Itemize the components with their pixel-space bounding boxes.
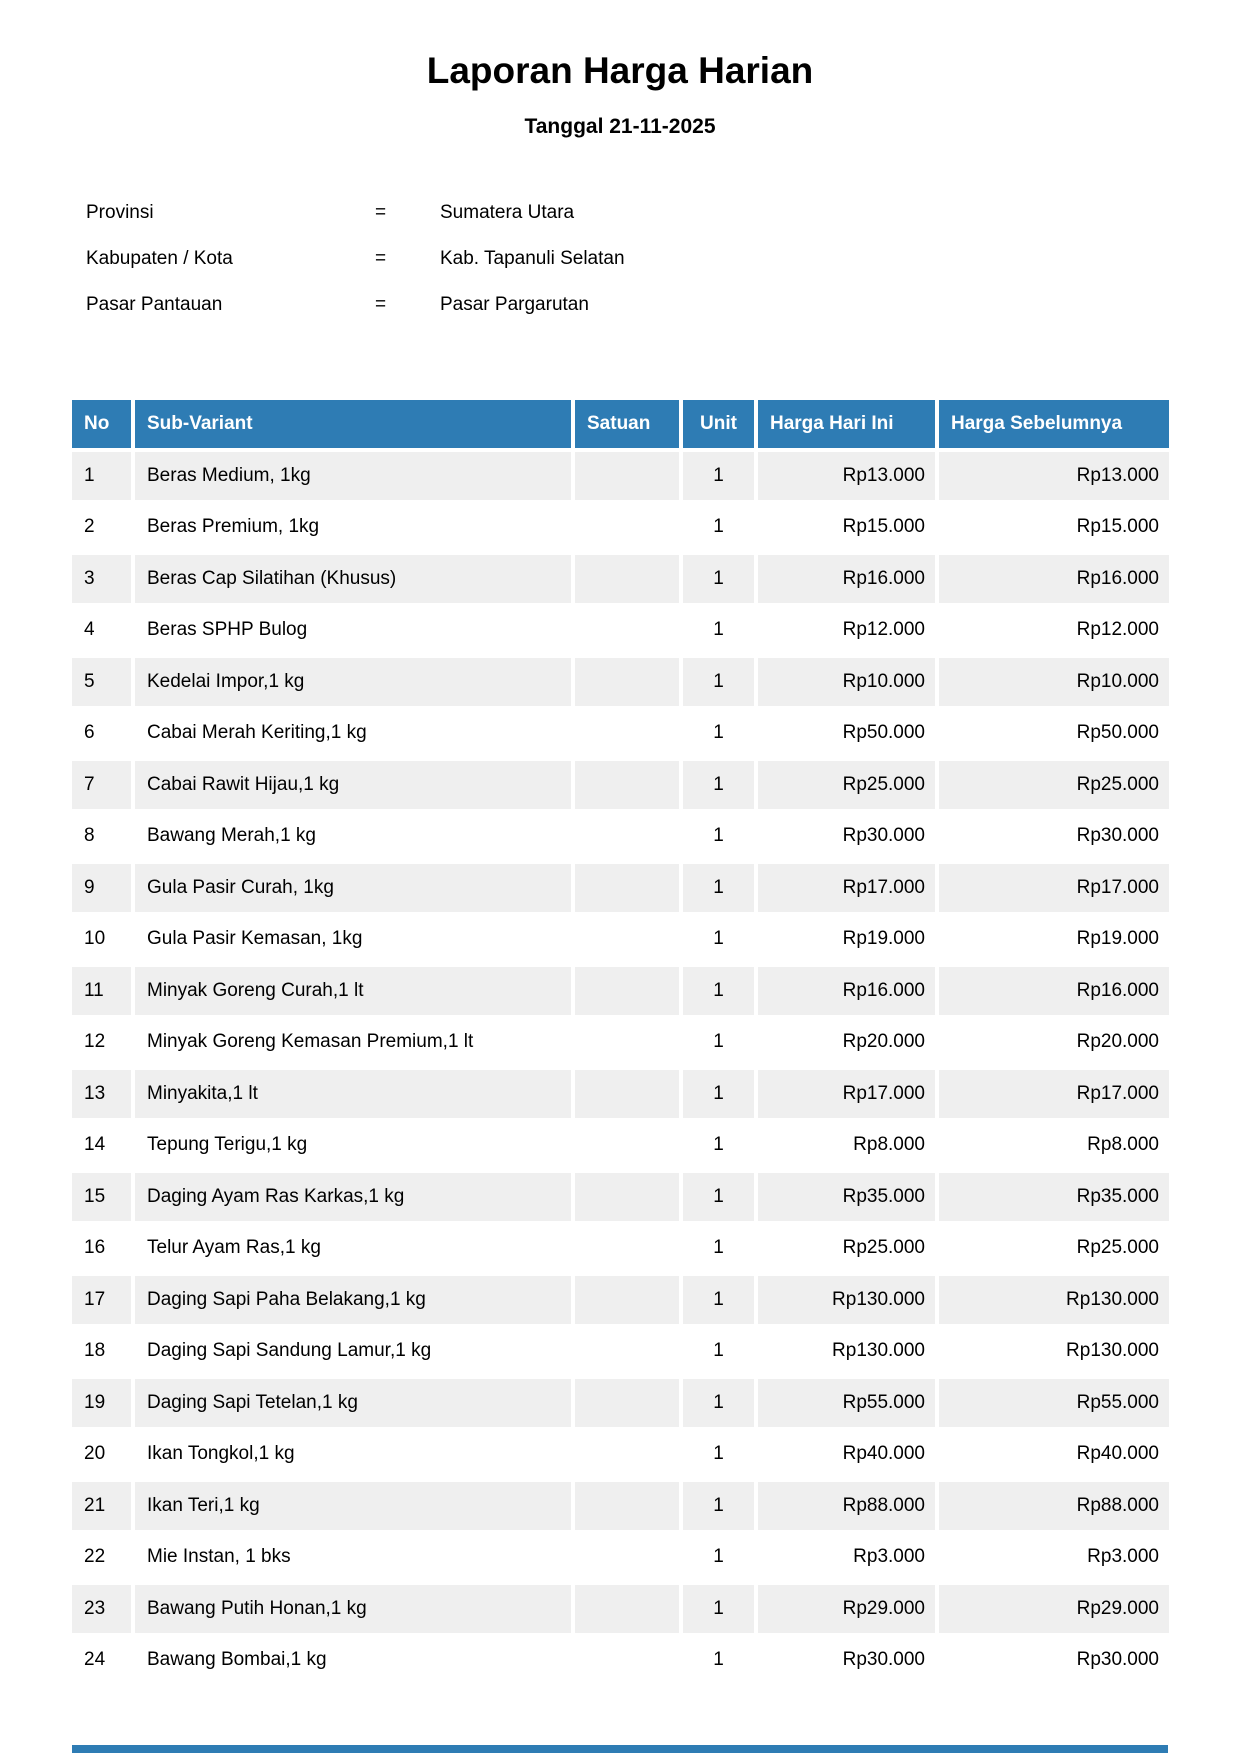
cell-harga-sebelumnya: Rp16.000 — [939, 555, 1169, 603]
cell-no: 19 — [72, 1379, 131, 1427]
cell-harga-hari-ini: Rp20.000 — [842, 1031, 925, 1053]
cell-harga-sebelumnya: Rp10.000 — [939, 658, 1169, 706]
cell-harga-sebelumnya: Rp30.000 — [1076, 1649, 1159, 1671]
cell-satuan — [575, 967, 679, 1015]
report-date: Tanggal 21-11-2025 — [524, 115, 716, 138]
cell-harga-hari-ini: Rp30.000 — [842, 825, 925, 847]
cell-harga-sebelumnya: Rp13.000 — [939, 452, 1169, 500]
price-table — [68, 396, 1173, 1688]
cell-sub-variant: Bawang Putih Honan,1 kg — [135, 1585, 571, 1633]
table-row — [72, 504, 1169, 552]
cell-unit: 1 — [683, 761, 754, 809]
cell-sub-variant: Beras Premium, 1kg — [147, 516, 320, 538]
cell-no: 20 — [84, 1443, 106, 1465]
cell-harga-hari-ini: Rp3.000 — [853, 1546, 925, 1568]
table-row — [72, 1225, 1169, 1273]
column-header-harga-hari-ini: Harga Hari Ini — [758, 400, 935, 448]
table-row — [72, 1482, 1169, 1530]
cell-harga-hari-ini: Rp40.000 — [842, 1443, 925, 1465]
cell-sub-variant: Minyakita,1 lt — [135, 1070, 571, 1118]
cell-harga-hari-ini: Rp30.000 — [842, 1649, 925, 1671]
table-row — [72, 761, 1169, 809]
cell-satuan — [575, 1276, 679, 1324]
info-value-provinsi: Sumatera Utara — [440, 202, 575, 223]
cell-harga-hari-ini: Rp130.000 — [832, 1340, 925, 1362]
cell-satuan — [575, 916, 679, 964]
cell-harga-hari-ini: Rp55.000 — [758, 1379, 935, 1427]
cell-harga-sebelumnya: Rp30.000 — [1076, 825, 1159, 847]
table-row — [72, 658, 1169, 706]
info-row-kabupaten-kota — [86, 236, 625, 282]
cell-no: 13 — [72, 1070, 131, 1118]
column-header-harga-sebelumnya: Harga Sebelumnya — [939, 400, 1169, 448]
cell-unit: 1 — [683, 864, 754, 912]
table-row — [72, 1431, 1169, 1479]
cell-sub-variant: Daging Ayam Ras Karkas,1 kg — [135, 1173, 571, 1221]
cell-no: 2 — [84, 516, 95, 538]
cell-sub-variant: Ikan Tongkol,1 kg — [147, 1443, 295, 1465]
cell-harga-hari-ini: Rp8.000 — [853, 1134, 925, 1156]
cell-satuan — [575, 1431, 679, 1479]
cell-no: 3 — [72, 555, 131, 603]
cell-sub-variant: Daging Sapi Sandung Lamur,1 kg — [147, 1340, 432, 1362]
table-row — [72, 1379, 1169, 1427]
cell-harga-sebelumnya: Rp17.000 — [939, 864, 1169, 912]
cell-no: 23 — [72, 1585, 131, 1633]
cell-unit: 1 — [683, 1585, 754, 1633]
cell-sub-variant: Minyak Goreng Kemasan Premium,1 lt — [147, 1031, 474, 1053]
table-row — [72, 1122, 1169, 1170]
cell-unit: 1 — [713, 1443, 724, 1465]
cell-no: 6 — [84, 722, 95, 744]
cell-no: 22 — [84, 1546, 106, 1568]
cell-sub-variant: Minyak Goreng Curah,1 lt — [135, 967, 571, 1015]
cell-unit: 1 — [713, 1237, 724, 1259]
cell-no: 9 — [72, 864, 131, 912]
cell-satuan — [575, 555, 679, 603]
table-row — [72, 710, 1169, 758]
cell-satuan — [575, 1019, 679, 1067]
table-row — [72, 1637, 1169, 1685]
cell-no: 15 — [72, 1173, 131, 1221]
cell-no: 14 — [84, 1134, 106, 1156]
cell-unit: 1 — [713, 928, 724, 950]
cell-sub-variant: Beras SPHP Bulog — [147, 619, 308, 641]
column-header-sub-variant: Sub-Variant — [135, 400, 571, 448]
cell-sub-variant: Bawang Merah,1 kg — [147, 825, 316, 847]
cell-harga-sebelumnya: Rp16.000 — [939, 967, 1169, 1015]
cell-no: 10 — [84, 928, 106, 950]
cell-harga-hari-ini: Rp19.000 — [842, 928, 925, 950]
cell-satuan — [575, 658, 679, 706]
column-header-satuan: Satuan — [575, 400, 679, 448]
cell-harga-hari-ini: Rp13.000 — [758, 452, 935, 500]
cell-harga-sebelumnya: Rp19.000 — [1076, 928, 1159, 950]
cell-harga-hari-ini: Rp17.000 — [758, 1070, 935, 1118]
cell-unit: 1 — [683, 1173, 754, 1221]
cell-sub-variant: Kedelai Impor,1 kg — [135, 658, 571, 706]
cell-harga-sebelumnya: Rp17.000 — [939, 1070, 1169, 1118]
table-row — [72, 1070, 1169, 1118]
cell-harga-hari-ini: Rp16.000 — [758, 967, 935, 1015]
cell-unit: 1 — [713, 1649, 724, 1671]
cell-unit: 1 — [683, 1379, 754, 1427]
cell-harga-sebelumnya: Rp20.000 — [1076, 1031, 1159, 1053]
cell-no: 17 — [72, 1276, 131, 1324]
info-value-kabupaten-kota: Kab. Tapanuli Selatan — [440, 248, 625, 269]
table-row — [72, 1276, 1169, 1324]
cell-no: 21 — [72, 1482, 131, 1530]
table-row — [72, 607, 1169, 655]
cell-satuan — [575, 452, 679, 500]
cell-satuan — [575, 1173, 679, 1221]
cell-harga-hari-ini: Rp10.000 — [758, 658, 935, 706]
cell-no: 5 — [72, 658, 131, 706]
cell-unit: 1 — [683, 452, 754, 500]
cell-harga-hari-ini: Rp35.000 — [758, 1173, 935, 1221]
cell-harga-hari-ini: Rp29.000 — [758, 1585, 935, 1633]
column-header-no: No — [72, 400, 131, 448]
cell-harga-sebelumnya: Rp25.000 — [1076, 1237, 1159, 1259]
info-label-kabupaten-kota: Kabupaten / Kota — [86, 248, 233, 269]
report-info-block — [86, 190, 625, 328]
cell-unit: 1 — [713, 1340, 724, 1362]
equals-sign: = — [375, 248, 387, 269]
info-label-pasar-pantauan: Pasar Pantauan — [86, 294, 223, 315]
cell-unit: 1 — [713, 722, 724, 744]
cell-unit: 1 — [713, 825, 724, 847]
equals-sign: = — [375, 202, 387, 223]
cell-harga-sebelumnya: Rp12.000 — [1076, 619, 1159, 641]
cell-satuan — [575, 1534, 679, 1582]
cell-satuan — [575, 1585, 679, 1633]
cell-sub-variant: Bawang Bombai,1 kg — [147, 1649, 327, 1671]
cell-no: 11 — [72, 967, 131, 1015]
cell-unit: 1 — [683, 1276, 754, 1324]
cell-harga-hari-ini: Rp25.000 — [842, 1237, 925, 1259]
cell-satuan — [575, 761, 679, 809]
cell-harga-hari-ini: Rp15.000 — [842, 516, 925, 538]
cell-sub-variant: Telur Ayam Ras,1 kg — [147, 1237, 321, 1259]
cell-unit: 1 — [683, 555, 754, 603]
cell-harga-sebelumnya: Rp35.000 — [939, 1173, 1169, 1221]
cell-satuan — [575, 1070, 679, 1118]
report-title: Laporan Harga Harian — [426, 50, 814, 91]
cell-satuan — [575, 1225, 679, 1273]
cell-unit: 1 — [683, 967, 754, 1015]
price-table-body — [72, 452, 1169, 1684]
table-row — [72, 452, 1169, 500]
cell-harga-sebelumnya: Rp88.000 — [939, 1482, 1169, 1530]
cell-sub-variant: Daging Sapi Paha Belakang,1 kg — [135, 1276, 571, 1324]
next-page-table-header-strip — [72, 1745, 1168, 1753]
table-row — [72, 864, 1169, 912]
cell-satuan — [575, 1122, 679, 1170]
cell-unit: 1 — [713, 1031, 724, 1053]
cell-sub-variant: Gula Pasir Kemasan, 1kg — [147, 928, 363, 950]
cell-harga-hari-ini: Rp130.000 — [758, 1276, 935, 1324]
cell-sub-variant: Mie Instan, 1 bks — [147, 1546, 291, 1568]
cell-no: 16 — [84, 1237, 106, 1259]
cell-no: 7 — [72, 761, 131, 809]
cell-harga-sebelumnya: Rp55.000 — [939, 1379, 1169, 1427]
cell-harga-sebelumnya: Rp130.000 — [1066, 1340, 1159, 1362]
cell-no: 18 — [84, 1340, 106, 1362]
table-row — [72, 1019, 1169, 1067]
cell-no: 12 — [84, 1031, 106, 1053]
cell-sub-variant: Beras Medium, 1kg — [135, 452, 571, 500]
cell-satuan — [575, 1482, 679, 1530]
cell-no: 1 — [72, 452, 131, 500]
cell-unit: 1 — [683, 1482, 754, 1530]
cell-harga-sebelumnya: Rp29.000 — [939, 1585, 1169, 1633]
cell-harga-sebelumnya: Rp50.000 — [1076, 722, 1159, 744]
table-row — [72, 916, 1169, 964]
table-row — [72, 1173, 1169, 1221]
cell-unit: 1 — [713, 619, 724, 641]
cell-sub-variant: Ikan Teri,1 kg — [135, 1482, 571, 1530]
cell-harga-hari-ini: Rp25.000 — [758, 761, 935, 809]
cell-harga-sebelumnya: Rp130.000 — [939, 1276, 1169, 1324]
table-row — [72, 967, 1169, 1015]
info-row-provinsi — [86, 190, 625, 236]
column-header-unit: Unit — [683, 400, 754, 448]
cell-satuan — [575, 710, 679, 758]
cell-sub-variant: Beras Cap Silatihan (Khusus) — [135, 555, 571, 603]
cell-unit: 1 — [713, 1134, 724, 1156]
cell-harga-hari-ini: Rp50.000 — [842, 722, 925, 744]
table-row — [72, 1534, 1169, 1582]
cell-satuan — [575, 607, 679, 655]
info-row-pasar-pantauan — [86, 282, 625, 328]
table-row — [72, 1328, 1169, 1376]
cell-sub-variant: Tepung Terigu,1 kg — [147, 1134, 308, 1156]
cell-no: 8 — [84, 825, 95, 847]
cell-satuan — [575, 1379, 679, 1427]
cell-satuan — [575, 504, 679, 552]
cell-harga-hari-ini: Rp88.000 — [758, 1482, 935, 1530]
cell-harga-sebelumnya: Rp8.000 — [1087, 1134, 1159, 1156]
table-row — [72, 555, 1169, 603]
cell-unit: 1 — [683, 658, 754, 706]
cell-harga-hari-ini: Rp16.000 — [758, 555, 935, 603]
info-label-provinsi: Provinsi — [86, 202, 154, 223]
cell-harga-sebelumnya: Rp15.000 — [1076, 516, 1159, 538]
cell-satuan — [575, 813, 679, 861]
table-row — [72, 813, 1169, 861]
cell-harga-sebelumnya: Rp25.000 — [939, 761, 1169, 809]
cell-sub-variant: Daging Sapi Tetelan,1 kg — [135, 1379, 571, 1427]
cell-harga-sebelumnya: Rp40.000 — [1076, 1443, 1159, 1465]
equals-sign: = — [375, 294, 387, 315]
cell-harga-hari-ini: Rp12.000 — [842, 619, 925, 641]
cell-unit: 1 — [683, 1070, 754, 1118]
cell-sub-variant: Cabai Merah Keriting,1 kg — [147, 722, 367, 744]
cell-satuan — [575, 864, 679, 912]
cell-satuan — [575, 1328, 679, 1376]
cell-harga-hari-ini: Rp17.000 — [758, 864, 935, 912]
cell-unit: 1 — [713, 516, 724, 538]
cell-sub-variant: Gula Pasir Curah, 1kg — [135, 864, 571, 912]
table-header-row — [72, 400, 1169, 448]
table-row — [72, 1585, 1169, 1633]
cell-harga-sebelumnya: Rp3.000 — [1087, 1546, 1159, 1568]
info-value-pasar-pantauan: Pasar Pargarutan — [440, 294, 589, 315]
cell-unit: 1 — [713, 1546, 724, 1568]
cell-sub-variant: Cabai Rawit Hijau,1 kg — [135, 761, 571, 809]
cell-no: 4 — [84, 619, 95, 641]
cell-no: 24 — [84, 1649, 106, 1671]
cell-satuan — [575, 1637, 679, 1685]
